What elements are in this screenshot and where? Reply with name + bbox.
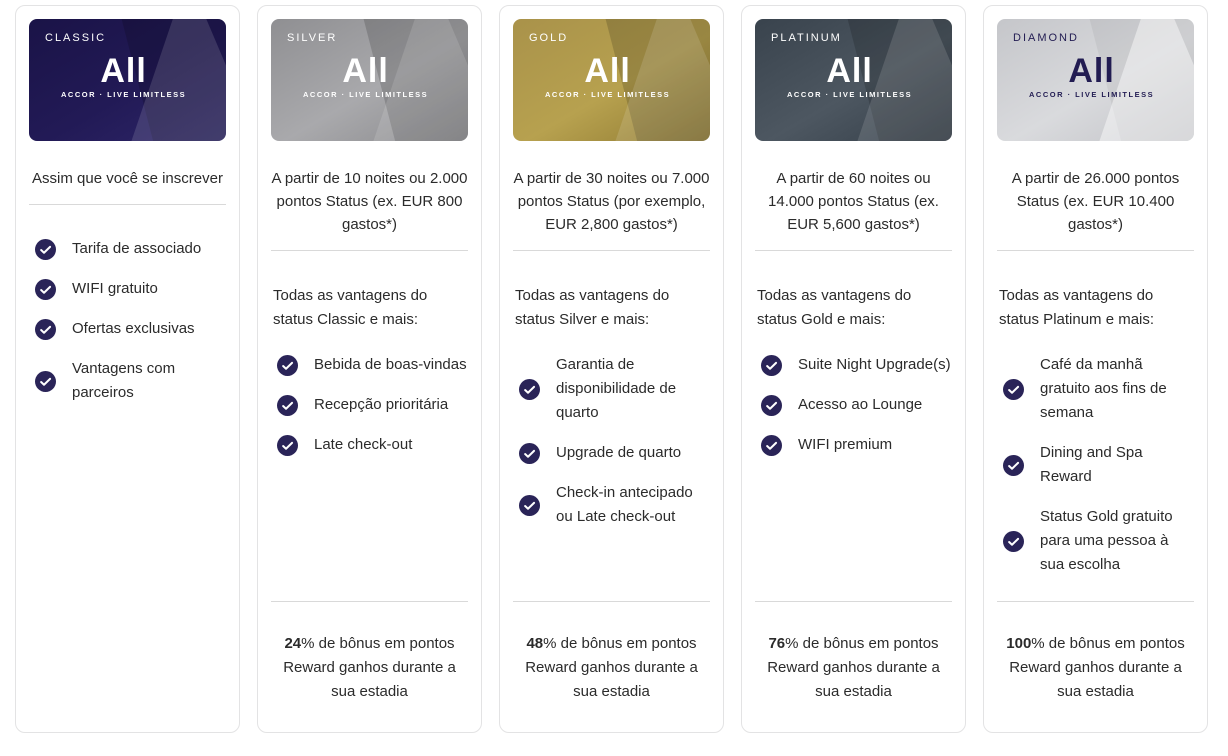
benefit-item (761, 393, 952, 417)
benefit-item (35, 317, 226, 341)
bonus-percentage: 24 (284, 635, 302, 652)
check-icon (519, 443, 540, 464)
benefit-label: Vantagens com parceiros (72, 360, 176, 401)
all-logo-text: All (1068, 52, 1115, 90)
tier-name-label: CLASSIC (45, 32, 107, 44)
benefit-item (35, 237, 226, 261)
bonus-section (755, 587, 952, 716)
divider (755, 601, 952, 602)
benefits-heading: Todas as vantagens do status Silver e mais: (515, 287, 670, 328)
benefit-item (519, 353, 710, 425)
check-icon (277, 355, 298, 376)
all-logo-text: All (100, 52, 147, 90)
divider (997, 601, 1194, 602)
check-icon (35, 371, 56, 392)
check-icon (35, 239, 56, 260)
check-icon (761, 395, 782, 416)
all-logo-subtext: ACCOR · LIVE LIMITLESS (787, 90, 913, 99)
all-accor-logo (787, 54, 912, 99)
all-accor-logo (545, 54, 670, 99)
benefits-list (29, 237, 226, 405)
all-logo-text: All (342, 52, 389, 90)
tier-name-label: GOLD (529, 32, 569, 44)
check-icon (1003, 531, 1024, 552)
benefit-item (519, 441, 710, 465)
benefit-label: Tarifa de associado (72, 240, 202, 257)
benefit-label: Dining and Spa Reward (1040, 444, 1143, 485)
benefits-list (997, 353, 1194, 577)
benefits-heading: Todas as vantagens do status Platinum e mais: (999, 287, 1155, 328)
all-accor-logo (61, 54, 186, 99)
tier-qualification-text: A partir de 10 noites ou 2.000 pontos Status (ex. EUR 800 gastos*) (271, 170, 468, 233)
benefit-item (1003, 505, 1194, 577)
benefit-label: Bebida de boas-vindas (314, 356, 467, 373)
benefit-label: Acesso ao Lounge (798, 396, 923, 413)
divider (271, 601, 468, 602)
bonus-percentage: 100 (1006, 635, 1032, 652)
benefits-heading: Todas as vantagens do status Classic e mais: (273, 287, 428, 328)
benefit-label: Café da manhã gratuito aos fins de semana (1040, 356, 1167, 421)
benefit-item (277, 433, 468, 457)
bonus-section (513, 587, 710, 716)
benefit-item (1003, 441, 1194, 489)
tier-qualification-text: A partir de 60 noites ou 14.000 pontos Status (ex. EUR 5,600 gastos*) (768, 170, 939, 233)
membership-card-silver (271, 19, 468, 141)
all-logo-subtext: ACCOR · LIVE LIMITLESS (61, 90, 187, 99)
benefit-item (35, 277, 226, 301)
tier-qualification-text: A partir de 30 noites ou 7.000 pontos Status (por exemplo, EUR 2,800 gastos*) (513, 170, 710, 233)
benefit-item (519, 481, 710, 529)
membership-card-diamond (997, 19, 1194, 141)
reward-bonus-text: 76% de bônus em pontos Reward ganhos durante a sua estadia (767, 635, 940, 700)
benefit-label: Recepção prioritária (314, 396, 449, 413)
divider (513, 250, 710, 251)
divider (997, 250, 1194, 251)
bonus-percentage: 76 (768, 635, 786, 652)
bonus-percentage: 48 (526, 635, 544, 652)
benefits-list (513, 353, 710, 529)
tier-column-classic (15, 5, 240, 733)
benefit-label: Garantia de disponibilidade de quarto (556, 356, 677, 421)
benefit-label: Upgrade de quarto (556, 444, 682, 461)
tier-name-label: DIAMOND (1013, 32, 1079, 44)
check-icon (35, 279, 56, 300)
membership-card-platinum (755, 19, 952, 141)
divider (513, 601, 710, 602)
all-logo-text: All (584, 52, 631, 90)
all-logo-subtext: ACCOR · LIVE LIMITLESS (1029, 90, 1155, 99)
benefit-item (277, 353, 468, 377)
benefit-item (761, 433, 952, 457)
tier-column-gold (499, 5, 724, 733)
reward-bonus-text: 100% de bônus em pontos Reward ganhos durante a sua estadia (1006, 635, 1185, 700)
benefits-list (271, 353, 468, 457)
benefit-label: WIFI premium (798, 436, 893, 453)
benefit-label: Check-in antecipado ou Late check-out (556, 484, 693, 525)
check-icon (761, 435, 782, 456)
divider (29, 204, 226, 205)
all-accor-logo (1029, 54, 1154, 99)
check-icon (519, 379, 540, 400)
tier-name-label: PLATINUM (771, 32, 842, 44)
all-logo-text: All (826, 52, 873, 90)
check-icon (1003, 379, 1024, 400)
tier-name-label: SILVER (287, 32, 338, 44)
benefit-label: Status Gold gratuito para uma pessoa à sua escolha (1040, 508, 1173, 573)
benefit-item (1003, 353, 1194, 425)
benefit-item (35, 357, 226, 405)
bonus-section (271, 587, 468, 716)
tier-column-diamond (983, 5, 1208, 733)
bonus-section (997, 587, 1194, 716)
tier-qualification-text: A partir de 26.000 pontos Status (ex. EUR 10.400 gastos*) (1011, 170, 1180, 233)
tier-column-platinum (741, 5, 966, 733)
divider (755, 250, 952, 251)
tier-column-silver (257, 5, 482, 733)
check-icon (277, 435, 298, 456)
reward-bonus-text: 24% de bônus em pontos Reward ganhos durante a sua estadia (283, 635, 456, 700)
benefits-heading: Todas as vantagens do status Gold e mais: (757, 287, 912, 328)
check-icon (1003, 455, 1024, 476)
benefits-list (755, 353, 952, 457)
check-icon (277, 395, 298, 416)
benefit-label: Suite Night Upgrade(s) (798, 356, 951, 373)
membership-card-classic (29, 19, 226, 141)
check-icon (35, 319, 56, 340)
benefit-label: Ofertas exclusivas (72, 320, 195, 337)
benefit-item (761, 353, 952, 377)
tier-qualification-text: Assim que você se inscrever (32, 170, 223, 187)
all-accor-logo (303, 54, 428, 99)
all-logo-subtext: ACCOR · LIVE LIMITLESS (545, 90, 671, 99)
all-logo-subtext: ACCOR · LIVE LIMITLESS (303, 90, 429, 99)
membership-card-gold (513, 19, 710, 141)
benefit-label: Late check-out (314, 436, 413, 453)
benefit-label: WIFI gratuito (72, 280, 158, 297)
benefit-item (277, 393, 468, 417)
check-icon (519, 495, 540, 516)
divider (271, 250, 468, 251)
reward-bonus-text: 48% de bônus em pontos Reward ganhos durante a sua estadia (525, 635, 698, 700)
check-icon (761, 355, 782, 376)
